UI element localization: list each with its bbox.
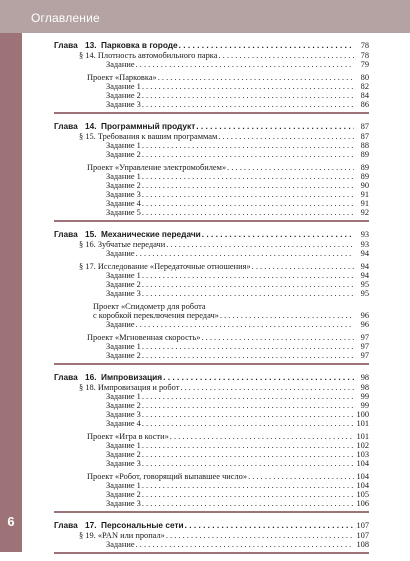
page-ref: 100 (356, 410, 369, 419)
page-ref: 89 (360, 163, 369, 172)
dot-leader (142, 91, 354, 100)
chapter-title (54, 372, 162, 382)
entry-title: Задание 1 (106, 141, 141, 150)
page-ref: 104 (356, 481, 369, 490)
page-ref: 78 (360, 51, 369, 60)
section-entry[interactable] (54, 531, 369, 540)
entry-title: Проект «Робот, говорящий выпавшее число» (87, 472, 248, 481)
page-ref: 93 (360, 240, 369, 249)
project-entry[interactable] (54, 333, 369, 342)
page-title: Оглавление (31, 11, 100, 25)
chapter-name: Программный продукт (101, 121, 196, 131)
task-entry[interactable] (54, 141, 369, 150)
task-entry[interactable] (54, 342, 369, 351)
project-entry[interactable] (54, 163, 369, 172)
dot-leader (158, 73, 354, 82)
page-ref: 94 (360, 249, 369, 258)
chapter-label: Глава (54, 372, 78, 382)
dot-leader (142, 271, 354, 280)
entry-title: Проект «Мгновенная скорость» (87, 333, 201, 342)
page-ref: 96 (360, 311, 369, 320)
page-ref: 87 (360, 132, 369, 141)
dot-leader (142, 392, 354, 401)
task-entry[interactable] (54, 172, 369, 181)
page-ref: 87 (360, 122, 369, 131)
page-ref: 91 (360, 190, 369, 199)
page-header (0, 0, 410, 33)
page-ref: 102 (356, 441, 369, 450)
task-entry[interactable] (54, 419, 369, 428)
page-ref: 98 (360, 383, 369, 392)
chapter-block (54, 372, 369, 513)
entry-title: Задание (106, 320, 135, 329)
task-entry[interactable] (54, 208, 369, 217)
chapter-heading[interactable] (54, 121, 369, 131)
page-ref: 80 (360, 73, 369, 82)
dot-leader (218, 51, 354, 60)
page-ref: 97 (360, 342, 369, 351)
page-ref: 94 (360, 271, 369, 280)
task-entry[interactable] (54, 249, 369, 258)
task-entry[interactable] (54, 499, 369, 508)
chapter-name: Персональные сети (101, 520, 184, 530)
page-ref: 93 (360, 230, 369, 239)
entry-title: Задание 4 (106, 419, 141, 428)
dot-leader (179, 40, 354, 50)
dot-leader (142, 481, 354, 490)
entry-title: Задание 2 (106, 401, 141, 410)
page-ref: 101 (356, 432, 369, 441)
dot-leader (142, 401, 354, 410)
dot-leader (142, 141, 354, 150)
page-ref: 97 (360, 351, 369, 360)
project-entry[interactable] (54, 472, 369, 481)
dot-leader (227, 163, 354, 172)
section-entry[interactable] (54, 383, 369, 392)
dot-leader (136, 60, 354, 69)
entry-title: Проект «Игра в кости» (87, 432, 169, 441)
dot-leader (166, 240, 354, 249)
dot-leader (136, 249, 354, 258)
entry-title: § 19. «PAN или пропал» (79, 531, 165, 540)
page-ref: 108 (356, 540, 369, 549)
page-ref: 107 (356, 521, 369, 530)
task-entry[interactable] (54, 441, 369, 450)
chapter-number: 17. (85, 520, 97, 530)
chapter-name: Импровизация (101, 372, 163, 382)
entry-title: Задание 3 (106, 459, 141, 468)
dot-leader (142, 410, 354, 419)
entry-title: Задание (106, 60, 135, 69)
entry-title: Задание 5 (106, 208, 141, 217)
task-entry[interactable] (54, 60, 369, 69)
task-entry[interactable] (54, 481, 369, 490)
table-of-contents (54, 40, 369, 561)
dot-leader (163, 372, 354, 382)
chapter-heading[interactable] (54, 372, 369, 382)
chapter-number: 13. (85, 40, 97, 50)
entry-title: § 17. Исследование «Передаточные отношения» (79, 262, 251, 271)
task-entry[interactable] (54, 181, 369, 190)
entry-title: Задание 4 (106, 199, 141, 208)
page-ref: 103 (356, 450, 369, 459)
page-ref: 98 (360, 373, 369, 382)
page-ref: 88 (360, 141, 369, 150)
task-entry[interactable] (54, 320, 369, 329)
page-ref: 95 (360, 289, 369, 298)
task-entry[interactable] (54, 410, 369, 419)
page-ref: 92 (360, 208, 369, 217)
page-ref: 95 (360, 280, 369, 289)
page-ref: 101 (356, 419, 369, 428)
dot-leader (142, 82, 354, 91)
entry-title: Задание 3 (106, 190, 141, 199)
chapter-number: 14. (85, 121, 97, 131)
dot-leader (142, 490, 354, 499)
project-entry[interactable] (54, 432, 369, 441)
task-entry[interactable] (54, 150, 369, 159)
entry-title: Задание 2 (106, 351, 141, 360)
dot-leader (142, 441, 354, 450)
entry-title: Задание 2 (106, 91, 141, 100)
section-entry[interactable] (54, 262, 369, 271)
entry-title: Задание 1 (106, 481, 141, 490)
entry-title: Задание 1 (106, 441, 141, 450)
entry-title: Задание 3 (106, 100, 141, 109)
entry-title: Задание 1 (106, 82, 141, 91)
task-entry[interactable] (54, 190, 369, 199)
chapter-label: Глава (54, 40, 78, 50)
page-ref: 104 (356, 459, 369, 468)
task-entry[interactable] (54, 199, 369, 208)
page-ref: 84 (360, 91, 369, 100)
section-entry[interactable] (54, 240, 369, 249)
dot-leader (142, 351, 354, 360)
entry-title: § 14. Плотность автомобильного парка (79, 51, 218, 60)
page-ref: 105 (356, 490, 369, 499)
page-ref: 91 (360, 199, 369, 208)
entry-title: Задание 3 (106, 499, 141, 508)
chapter-block (54, 40, 369, 114)
page-ref: 90 (360, 181, 369, 190)
page-ref: 96 (360, 320, 369, 329)
dot-leader (142, 280, 354, 289)
project-entry[interactable] (54, 73, 369, 82)
chapter-title (54, 121, 195, 131)
chapter-number: 16. (85, 372, 97, 382)
task-entry[interactable] (54, 289, 369, 298)
entry-title: § 18. Импровизация и робот (79, 383, 180, 392)
dot-leader (166, 531, 354, 540)
entry-title: Задание 2 (106, 450, 141, 459)
dot-leader (196, 121, 354, 131)
chapter-heading[interactable] (54, 40, 369, 50)
chapter-block (54, 121, 369, 222)
dot-leader (220, 311, 354, 320)
chapter-title (54, 40, 178, 50)
dot-leader (142, 289, 354, 298)
dot-leader (142, 459, 354, 468)
dot-leader (248, 472, 354, 481)
page-ref: 94 (360, 262, 369, 271)
dot-leader (252, 262, 354, 271)
dot-leader (142, 450, 354, 459)
page-number: 6 (7, 514, 15, 529)
task-entry[interactable] (54, 459, 369, 468)
entry-title: Задание 1 (106, 271, 141, 280)
chapter-title (54, 520, 184, 530)
left-margin-band (0, 0, 22, 552)
entry-title: Задание 2 (106, 181, 141, 190)
dot-leader (142, 199, 354, 208)
project-title-line: Проект «Спидометр для робота (93, 302, 206, 311)
chapter-heading[interactable] (54, 520, 369, 530)
entry-title: Задание 2 (106, 280, 141, 289)
task-entry[interactable] (54, 82, 369, 91)
chapter-name: Механические передачи (101, 229, 201, 239)
page-ref: 106 (356, 499, 369, 508)
task-entry[interactable] (54, 280, 369, 289)
page-ref: 82 (360, 82, 369, 91)
entry-title: Проект «Парковка» (87, 73, 157, 82)
chapter-heading[interactable] (54, 229, 369, 239)
dot-leader (136, 320, 354, 329)
dot-leader (142, 499, 354, 508)
dot-leader (201, 333, 354, 342)
entry-title: Задание 3 (106, 289, 141, 298)
project-entry[interactable] (54, 311, 369, 320)
page-ref: 89 (360, 172, 369, 181)
task-entry[interactable] (54, 450, 369, 459)
dot-leader (142, 342, 354, 351)
task-entry[interactable] (54, 271, 369, 280)
dot-leader (142, 100, 354, 109)
page-ref: 107 (356, 531, 369, 540)
task-entry[interactable] (54, 401, 369, 410)
task-entry[interactable] (54, 490, 369, 499)
entry-title: § 16. Зубчатые передачи (79, 240, 166, 249)
entry-title: Задание 3 (106, 410, 141, 419)
entry-title: с коробкой переключения передач» (93, 311, 219, 320)
task-entry[interactable] (54, 392, 369, 401)
entry-title: § 15. Требования к вашим программам (79, 132, 218, 141)
dot-leader (142, 208, 354, 217)
task-entry[interactable] (54, 540, 369, 549)
entry-title: Задание 2 (106, 150, 141, 159)
page-ref: 97 (360, 333, 369, 342)
dot-leader (142, 190, 354, 199)
dot-leader (136, 540, 354, 549)
page-ref: 99 (360, 401, 369, 410)
page-ref: 99 (360, 392, 369, 401)
chapter-block (54, 229, 369, 365)
chapter-block (54, 520, 369, 554)
page-ref: 86 (360, 100, 369, 109)
task-entry[interactable] (54, 100, 369, 109)
chapter-label: Глава (54, 520, 78, 530)
dot-leader (180, 383, 354, 392)
task-entry[interactable] (54, 351, 369, 360)
dot-leader (142, 172, 354, 181)
page-ref: 79 (360, 60, 369, 69)
dot-leader (142, 419, 354, 428)
chapter-label: Глава (54, 121, 78, 131)
page-ref: 104 (356, 472, 369, 481)
entry-title: Проект «Управление электромобилем» (87, 163, 227, 172)
dot-leader (185, 520, 354, 530)
dot-leader (170, 432, 354, 441)
dot-leader (142, 181, 354, 190)
section-entry[interactable] (54, 51, 369, 60)
dot-leader (218, 132, 354, 141)
dot-leader (142, 150, 354, 159)
dot-leader (202, 229, 354, 239)
chapter-number: 15. (85, 229, 97, 239)
entry-title: Задание 1 (106, 342, 141, 351)
entry-title: Задание (106, 540, 135, 549)
entry-title: Задание 1 (106, 392, 141, 401)
chapter-name: Парковка в городе (101, 40, 178, 50)
section-entry[interactable] (54, 132, 369, 141)
chapter-label: Глава (54, 229, 78, 239)
entry-title: Задание 1 (106, 172, 141, 181)
task-entry[interactable] (54, 91, 369, 100)
entry-title: Задание (106, 249, 135, 258)
entry-title: Задание 2 (106, 490, 141, 499)
chapter-title (54, 229, 201, 239)
page-ref: 78 (360, 41, 369, 50)
page-ref: 89 (360, 150, 369, 159)
